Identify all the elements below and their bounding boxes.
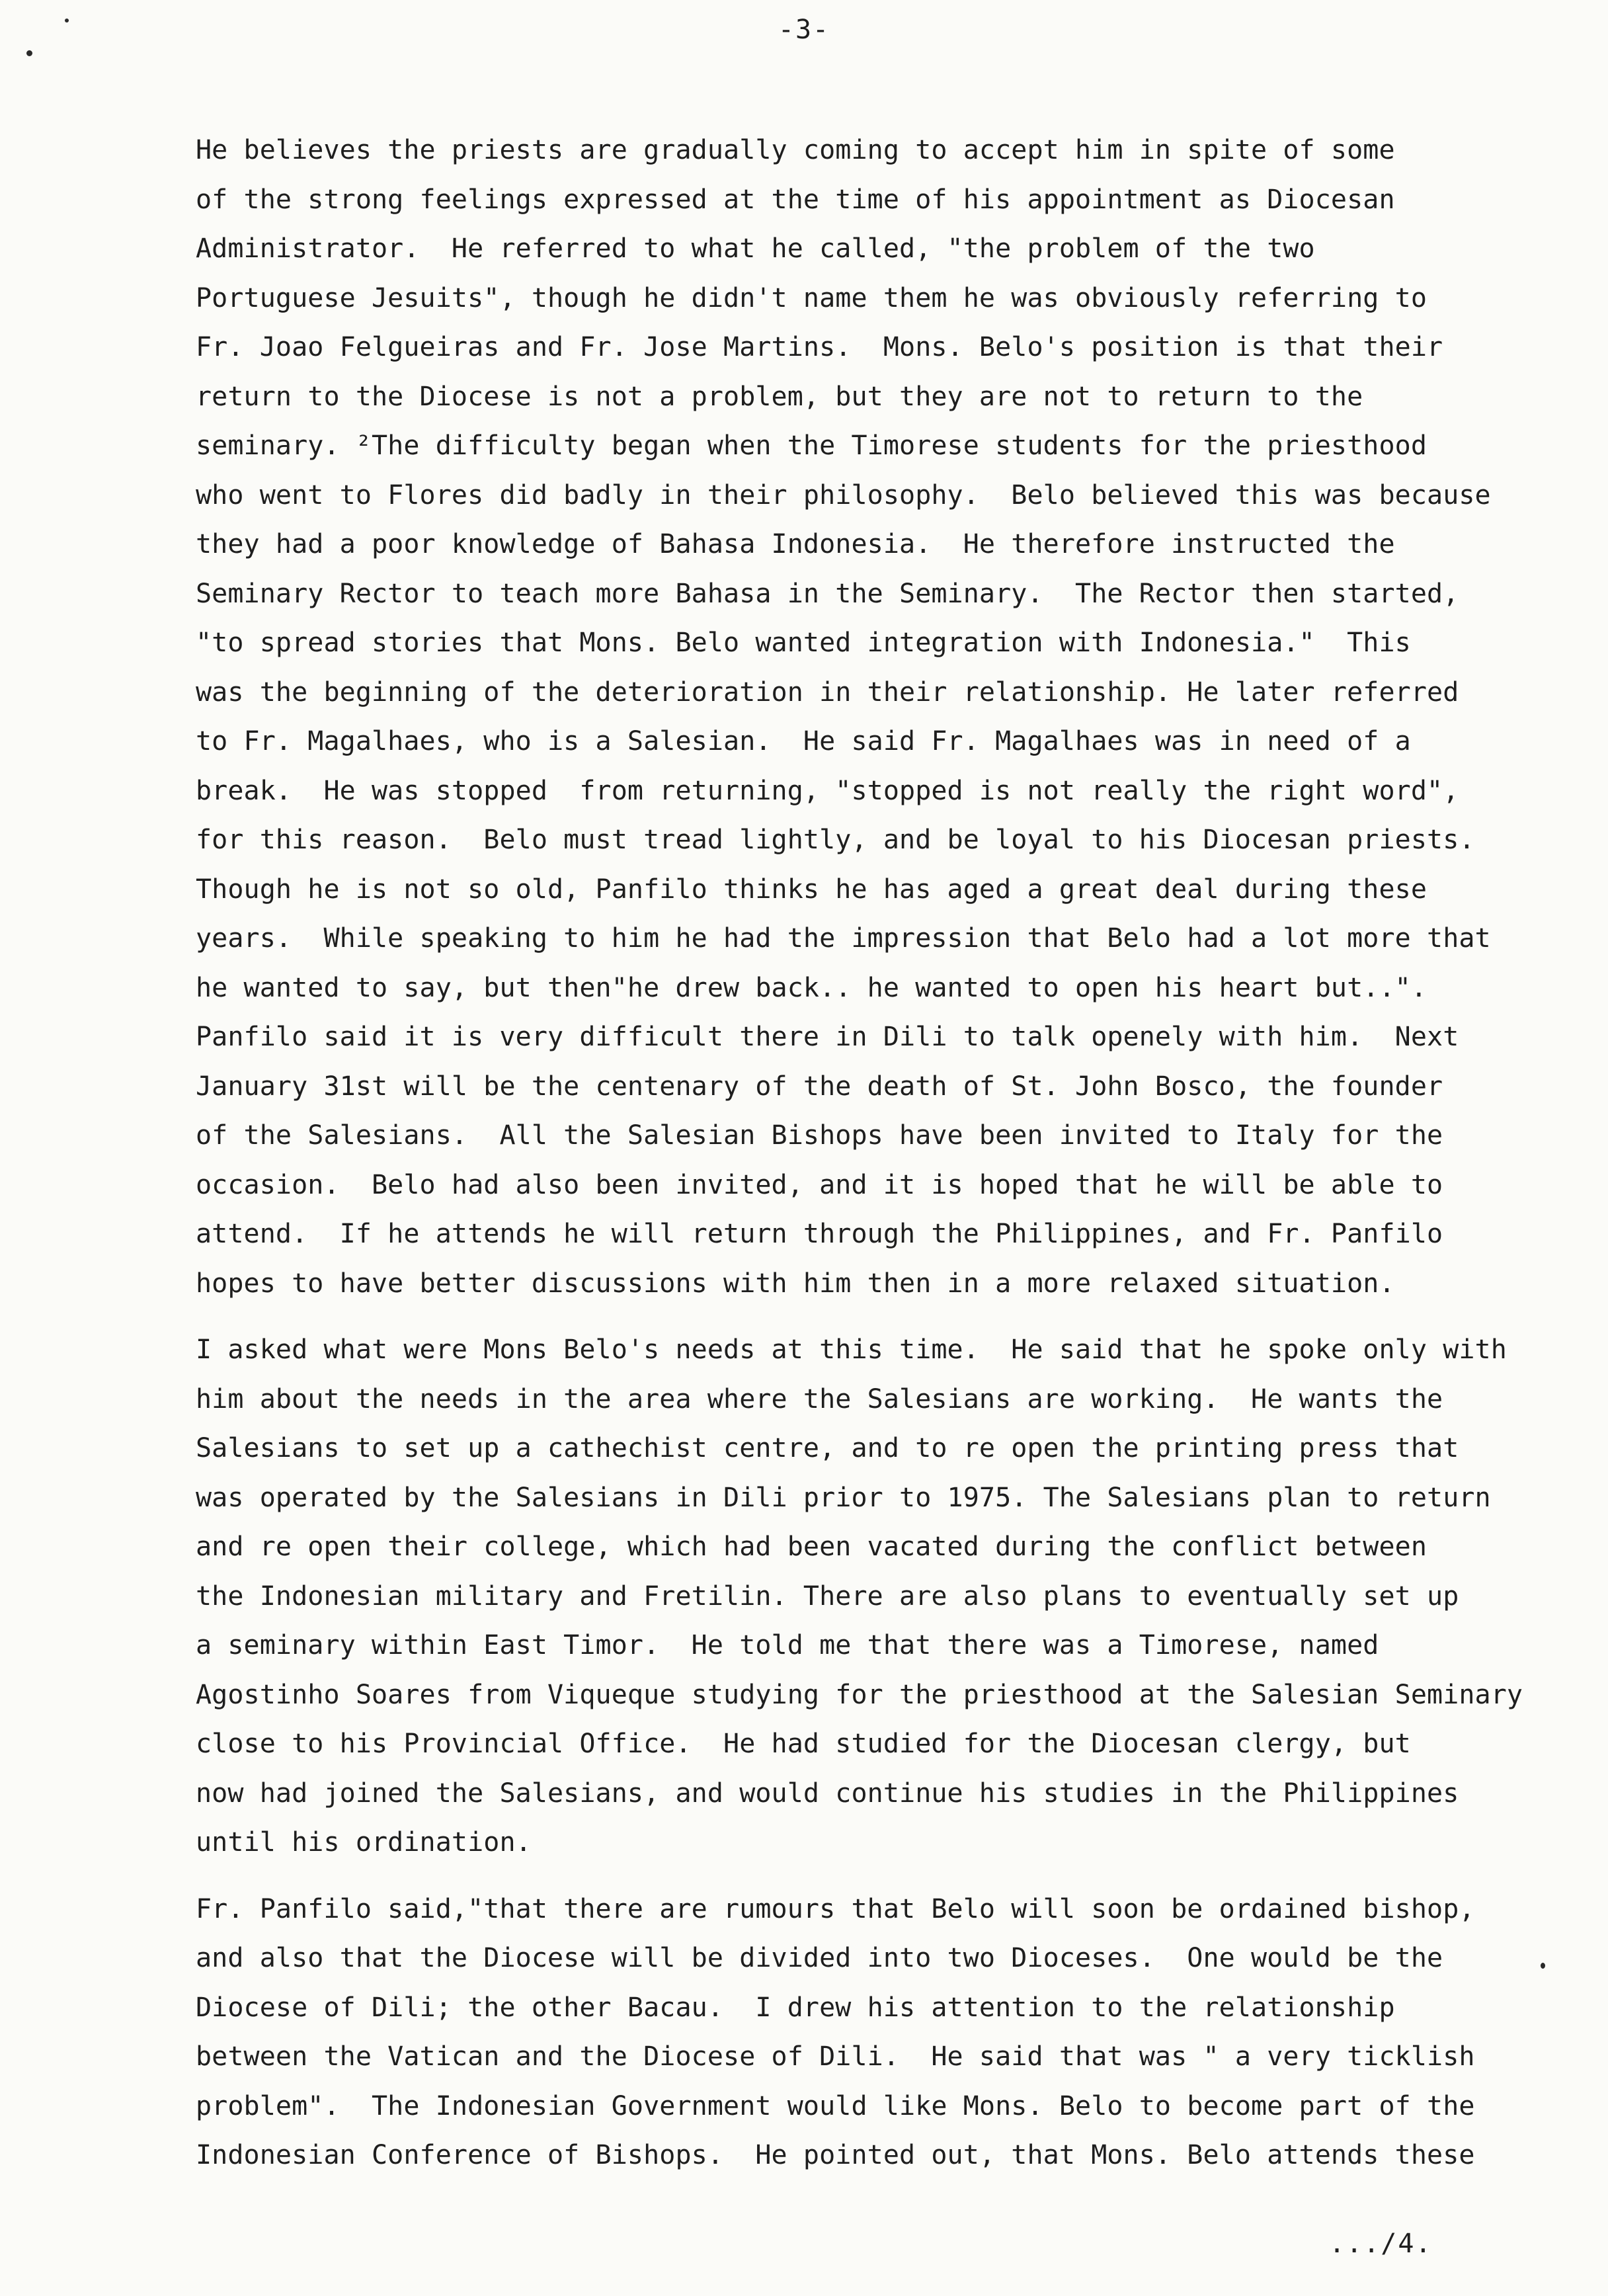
- text-line: was the beginning of the deterioration in their relationship. He later referred: [196, 676, 1459, 708]
- text-line: Seminary Rector to teach more Bahasa in the Seminary. The Rector then started,: [196, 578, 1459, 609]
- paragraph: [196, 1885, 1579, 2180]
- paragraph: [196, 126, 1579, 1308]
- text-line: I asked what were Mons Belo's needs at this time. He said that he spoke only with: [196, 1334, 1507, 1365]
- text-line: he wanted to say, but then"he drew back.. he wanted to open his heart but..".: [196, 972, 1427, 1003]
- margin-speck: [65, 19, 69, 22]
- text-line: seminary. ²The difficulty began when the Timorese students for the priesthood: [196, 430, 1427, 461]
- text-line: return to the Diocese is not a problem, but they are not to return to the: [196, 381, 1363, 412]
- text-line: was operated by the Salesians in Dili prior to 1975. The Salesians plan to return: [196, 1482, 1491, 1513]
- text-line: a seminary within East Timor. He told me that there was a Timorese, named: [196, 1630, 1379, 1660]
- letter-body: [196, 126, 1579, 2197]
- text-line: Portuguese Jesuits", though he didn't name them he was obviously referring to: [196, 282, 1427, 313]
- text-line: of the strong feelings expressed at the time of his appointment as Diocesan: [196, 184, 1395, 215]
- text-line: to Fr. Magalhaes, who is a Salesian. He said Fr. Magalhaes was in need of a: [196, 726, 1411, 757]
- text-line: attend. If he attends he will return through the Philippines, and Fr. Panfilo: [196, 1219, 1443, 1249]
- text-line: Indonesian Conference of Bishops. He pointed out, that Mons. Belo attends these: [196, 2140, 1475, 2170]
- text-line: between the Vatican and the Diocese of Dili. He said that was " a very ticklish: [196, 2041, 1475, 2072]
- text-line: Though he is not so old, Panfilo thinks he has aged a great deal during these: [196, 874, 1427, 905]
- text-line: Panfilo said it is very difficult there in Dili to talk openely with him. Next: [196, 1022, 1459, 1052]
- paragraph: [196, 1325, 1579, 1867]
- text-line: Fr. Panfilo said,"that there are rumours that Belo will soon be ordained bishop,: [196, 1893, 1475, 1924]
- text-line: Agostinho Soares from Viqueque studying for the priesthood at the Salesian Seminary: [196, 1679, 1523, 1710]
- text-line: problem". The Indonesian Government would like Mons. Belo to become part of the: [196, 2090, 1475, 2121]
- text-line: for this reason. Belo must tread lightly, and be loyal to his Diocesan priests.: [196, 825, 1475, 855]
- text-line: Fr. Joao Felgueiras and Fr. Jose Martins. Mons. Belo's position is that their: [196, 332, 1443, 362]
- page-number: -3-: [778, 15, 830, 45]
- text-line: break. He was stopped from returning, "stopped is not really the right word",: [196, 775, 1459, 806]
- text-line: they had a poor knowledge of Bahasa Indonesia. He therefore instructed the: [196, 529, 1395, 559]
- text-line: now had joined the Salesians, and would continue his studies in the Philippines: [196, 1778, 1459, 1809]
- text-line: who went to Flores did badly in their philosophy. Belo believed this was because: [196, 479, 1491, 511]
- text-line: years. While speaking to him he had the impression that Belo had a lot more that: [196, 923, 1491, 954]
- text-line: "to spread stories that Mons. Belo wanted integration with Indonesia." This: [196, 628, 1411, 658]
- text-line: and re open their college, which had been vacated during the conflict between: [196, 1532, 1427, 1562]
- text-line: of the Salesians. All the Salesian Bishops have been invited to Italy for the: [196, 1120, 1443, 1151]
- text-line: occasion. Belo had also been invited, and it is hoped that he will be able to: [196, 1169, 1443, 1200]
- text-line: Administrator. He referred to what he called, "the problem of the two: [196, 233, 1315, 264]
- text-line: He believes the priests are gradually coming to accept him in spite of some: [196, 135, 1395, 165]
- margin-speck: [26, 50, 32, 56]
- text-line: Salesians to set up a cathechist centre, and to re open the printing press that: [196, 1433, 1459, 1463]
- text-line: January 31st will be the centenary of the death of St. John Bosco, the founder: [196, 1071, 1443, 1102]
- text-line: hopes to have better discussions with him then in a more relaxed situation.: [196, 1268, 1395, 1299]
- text-line: the Indonesian military and Fretilin. There are also plans to eventually set up: [196, 1580, 1459, 1612]
- text-line: close to his Provincial Office. He had studied for the Diocesan clergy, but: [196, 1729, 1411, 1759]
- continuation-mark: .../4.: [1329, 2229, 1433, 2259]
- text-line: him about the needs in the area where the Salesians are working. He wants the: [196, 1383, 1443, 1414]
- text-line: and also that the Diocese will be divided into two Dioceses. One would be the: [196, 1943, 1443, 1973]
- text-line: until his ordination.: [196, 1827, 532, 1858]
- text-line: Diocese of Dili; the other Bacau. I drew his attention to the relationship: [196, 1992, 1395, 2023]
